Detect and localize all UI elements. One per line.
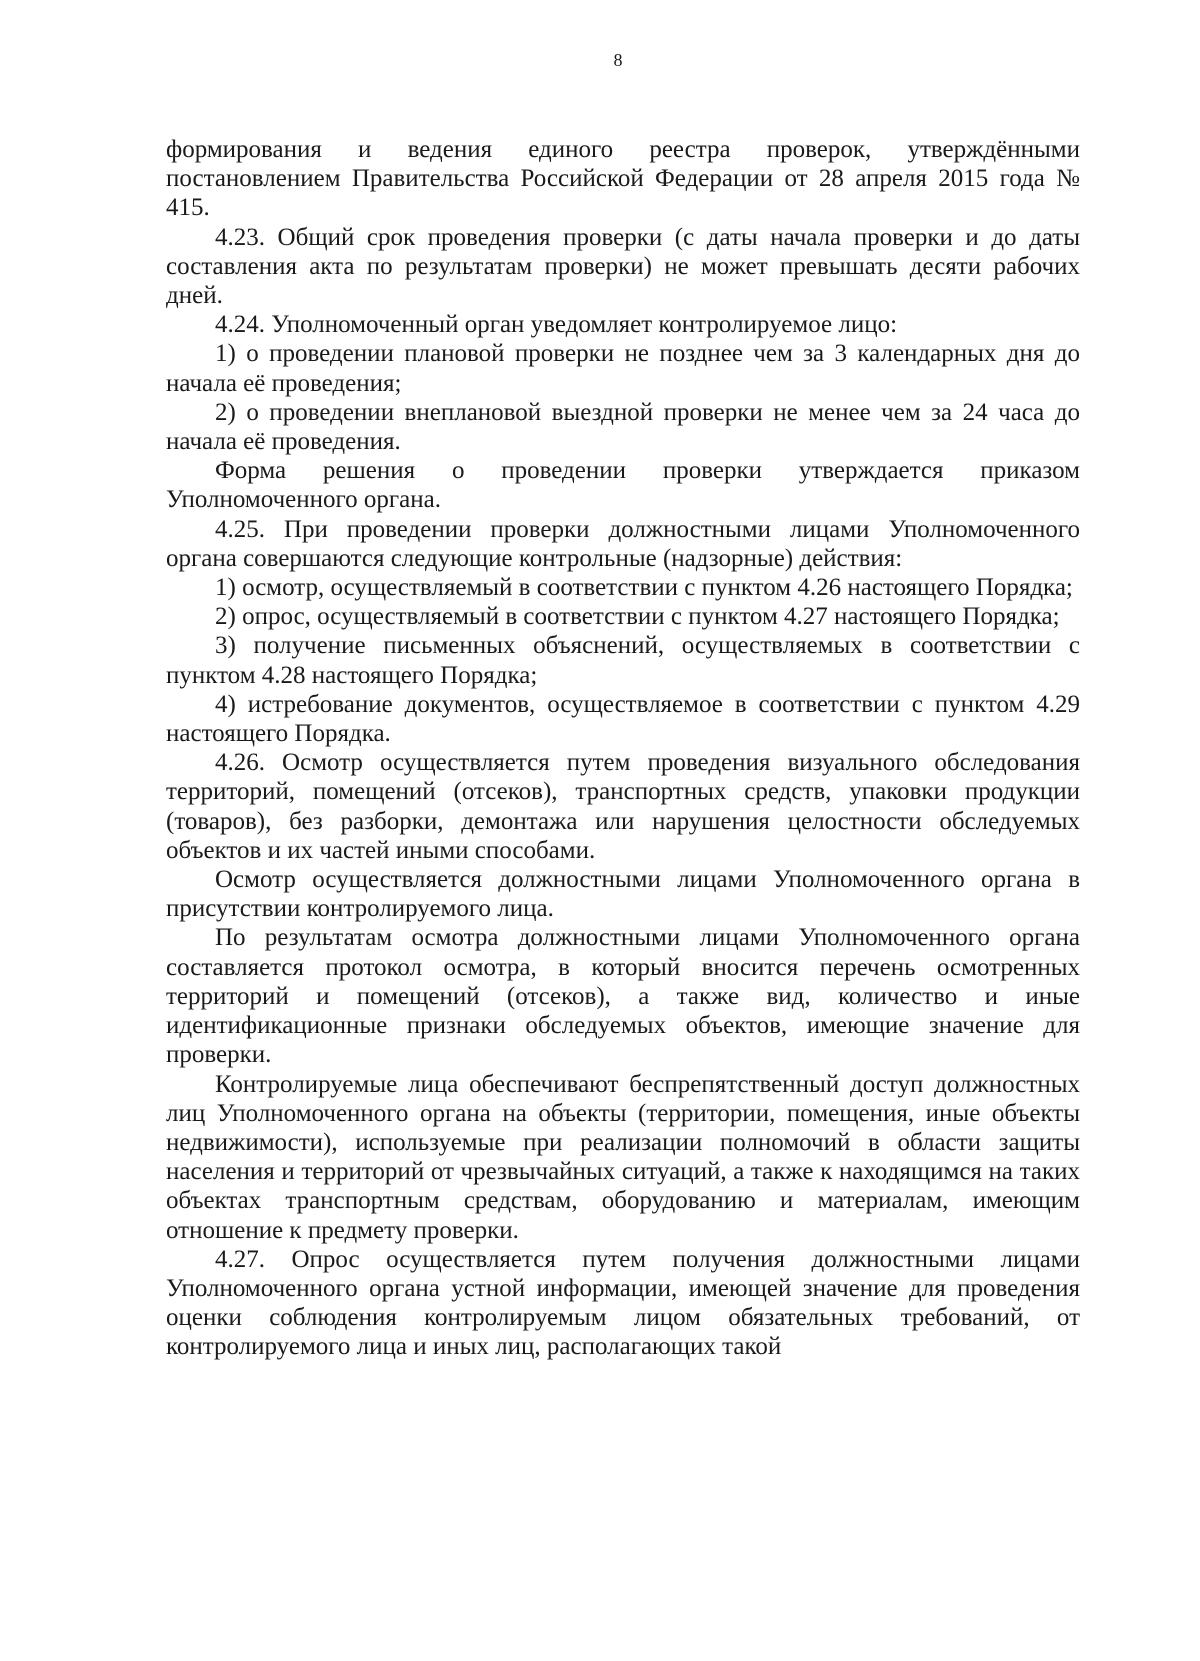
list-item-4-24-2: 2) о проведении внеплановой выездной проверки не менее чем за 24 часа до начала её проведения. <box>166 398 1080 456</box>
paragraph-decision-form: Форма решения о проведении проверки утверждается приказом Уполномоченного органа. <box>166 457 1080 514</box>
list-item-4-24-1: 1) о проведении плановой проверки не позднее чем за 3 календарных дня до начала её проведения; <box>166 340 1080 397</box>
list-item-4-25-2: 2) опрос, осуществляемый в соответствии с пунктом 4.27 настоящего Порядка; <box>215 603 1060 631</box>
document-body <box>166 135 1080 1362</box>
paragraph-4-26: 4.26. Осмотр осуществляется путем проведения визуального обследования территорий, помещений (отсеков), транспортных средств, упаковки продукции (товаров), без разборки, демонтажа или нарушения целостности обследуемых объектов и их частей иными способами. <box>166 749 1080 864</box>
paragraph-4-24: 4.24. Уполномоченный орган уведомляет контролируемое лицо: <box>215 311 898 339</box>
list-item-4-25-3: 3) получение письменных объяснений, осуществляемых в соответствии с пунктом 4.28 настоящего Порядка; <box>166 632 1080 689</box>
paragraph-inspection-protocol: По результатам осмотра должностными лицами Уполномоченного органа составляется протокол осмотра, в который вносится перечень осмотренных территорий и помещений (отсеков), а также вид, количество и иные идентификационные признаки обследуемых объектов, имеющие значение для проверки. <box>166 924 1080 1069</box>
paragraph-4-23: 4.23. Общий срок проведения проверки (с даты начала проверки и до даты составления акта по результатам проверки) не может превышать десяти рабочих дней. <box>166 223 1080 310</box>
page-number: 8 <box>613 50 623 70</box>
paragraph-4-25: 4.25. При проведении проверки должностными лицами Уполномоченного органа совершаются следующие контрольные (надзорные) действия: <box>166 515 1080 572</box>
list-item-4-25-1: 1) осмотр, осуществляемый в соответствии с пунктом 4.26 настоящего Порядка; <box>215 574 1073 602</box>
paragraph-4-27: 4.27. Опрос осуществляется путем получения должностными лицами Уполномоченного органа устной информации, имеющей значение для проведения оценки соблюдения контролируемым лицом обязательных требований, от контролируемого лица и иных лиц, располагающих такой <box>166 1245 1080 1361</box>
paragraph-inspection-presence: Осмотр осуществляется должностными лицами Уполномоченного органа в присутствии контролируемого лица. <box>166 866 1080 923</box>
paragraph-access: Контролируемые лица обеспечивают беспрепятственный доступ должностных лиц Уполномоченного органа на объекты (территории, помещения, иные объекты недвижимости), используемые при реализации полномочий в области защиты населения и территорий от чрезвычайных ситуаций, а также к находящимся на таких объектах транспортным средствам, оборудованию и материалам, имеющим отношение к предмету проверки. <box>166 1070 1080 1244</box>
list-item-4-25-4: 4) истребование документов, осуществляемое в соответствии с пунктом 4.29 настоящего Порядка. <box>166 690 1080 748</box>
paragraph-continuation: формирования и ведения единого реестра проверок, утверждёнными постановлением Правительства Российской Федерации от 28 апреля 2015 года № 415. <box>166 136 1080 222</box>
